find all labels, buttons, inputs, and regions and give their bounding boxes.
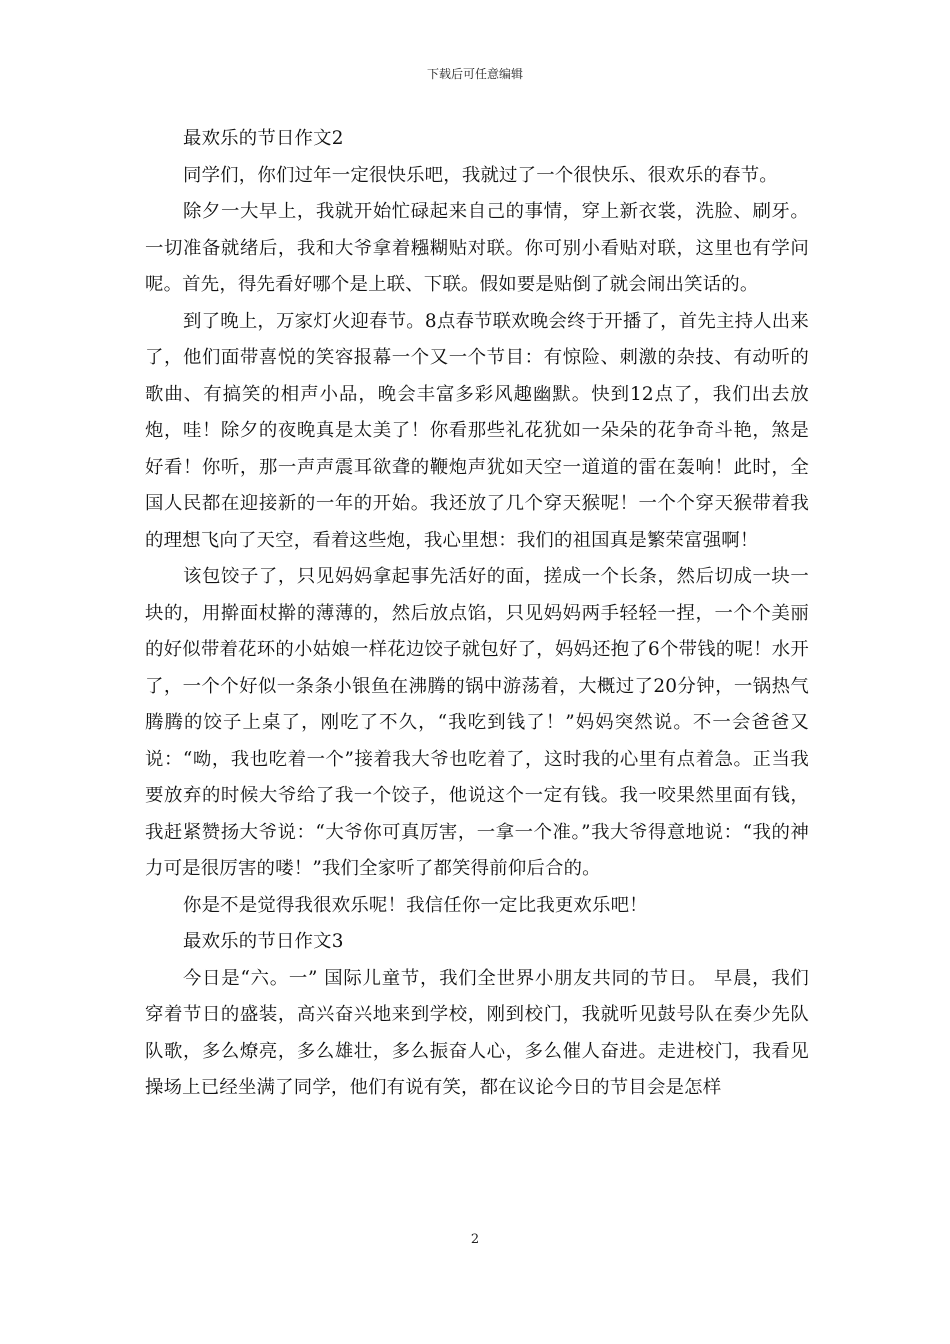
section-title: 最欢乐的节日作文3 [183,931,344,952]
page-header: 下载后可任意编辑 [426,67,523,81]
paragraph: 该包饺子了，只见妈妈拿起事先活好的面，搓成一个长条，然后切成一块一块的，用擀面杖擀的薄薄的，然后放点馅，只见妈妈两手轻轻一捏，一个个美丽的好似带着花环的小姑娘一样花边饺子就包好了，妈妈还抱了6个带钱的呢！水开了，一个个好似一条条小银鱼在沸腾的锅中游荡着，大概过了20分钟，一锅热气腾腾的饺子上桌了，刚吃了不久，“我吃到钱了！”妈妈突然说。不一会爸爸又说：“呦，我也吃着一个”接着我大爷也吃着了，这时我的心里有点着急。正当我要放弃的时候大爷给了我一个饺子，他说这个一定有钱。我一咬果然里面有钱，我赶紧赞扬大爷说：“大爷你可真厉害，一拿一个准。”我大爷得意地说：“我的神力可是很厉害的喽！”我们全家听了都笑得前仰后合的。 [145,566,809,879]
document-body [145,121,809,1107]
section-title: 最欢乐的节日作文2 [183,128,344,149]
page-number: 2 [470,1232,480,1247]
paragraph: 到了晚上，万家灯火迎春节。8点春节联欢晚会终于开播了，首先主持人出来了，他们面带喜悦的笑容报幕一个又一个节目：有惊险、刺激的杂技、有动听的歌曲、有搞笑的相声小品，晚会丰富多彩风趣幽默。快到12点了，我们出去放炮，哇！除夕的夜晚真是太美了！你看那些礼花犹如一朵朵的花争奇斗艳，煞是好看！你听，那一声声震耳欲聋的鞭炮声犹如天空一道道的雷在轰响！此时，全国人民都在迎接新的一年的开始。我还放了几个穿天猴呢！一个个穿天猴带着我的理想飞向了天空，看着这些炮，我心里想：我们的祖国真是繁荣富强啊！ [145,310,809,551]
paragraph: 同学们，你们过年一定很快乐吧，我就过了一个很快乐、很欢乐的春节。 [183,164,778,186]
paragraph: 除夕一大早上，我就开始忙碌起来自己的事情，穿上新衣裳，洗脸、刷牙。一切准备就绪后，我和大爷拿着糨糊贴对联。你可别小看贴对联，这里也有学问呢。首先，得先看好哪个是上联、下联。假如要是贴倒了就会闹出笑话的。 [145,201,809,295]
paragraph: 你是不是觉得我很欢乐呢！我信任你一定比我更欢乐吧！ [183,894,648,916]
paragraph: 今日是“六。一” 国际儿童节，我们全世界小朋友共同的节日。 早晨，我们穿着节日的盛装，高兴奋兴地来到学校，刚到校门，我就听见鼓号队在奏少先队队歌，多么燎亮，多么雄壮，多么振奋人心，多么催人奋进。走进校门，我看见操场上已经坐满了同学，他们有说有笑，都在议论今日的节目会是怎样 [145,967,809,1098]
